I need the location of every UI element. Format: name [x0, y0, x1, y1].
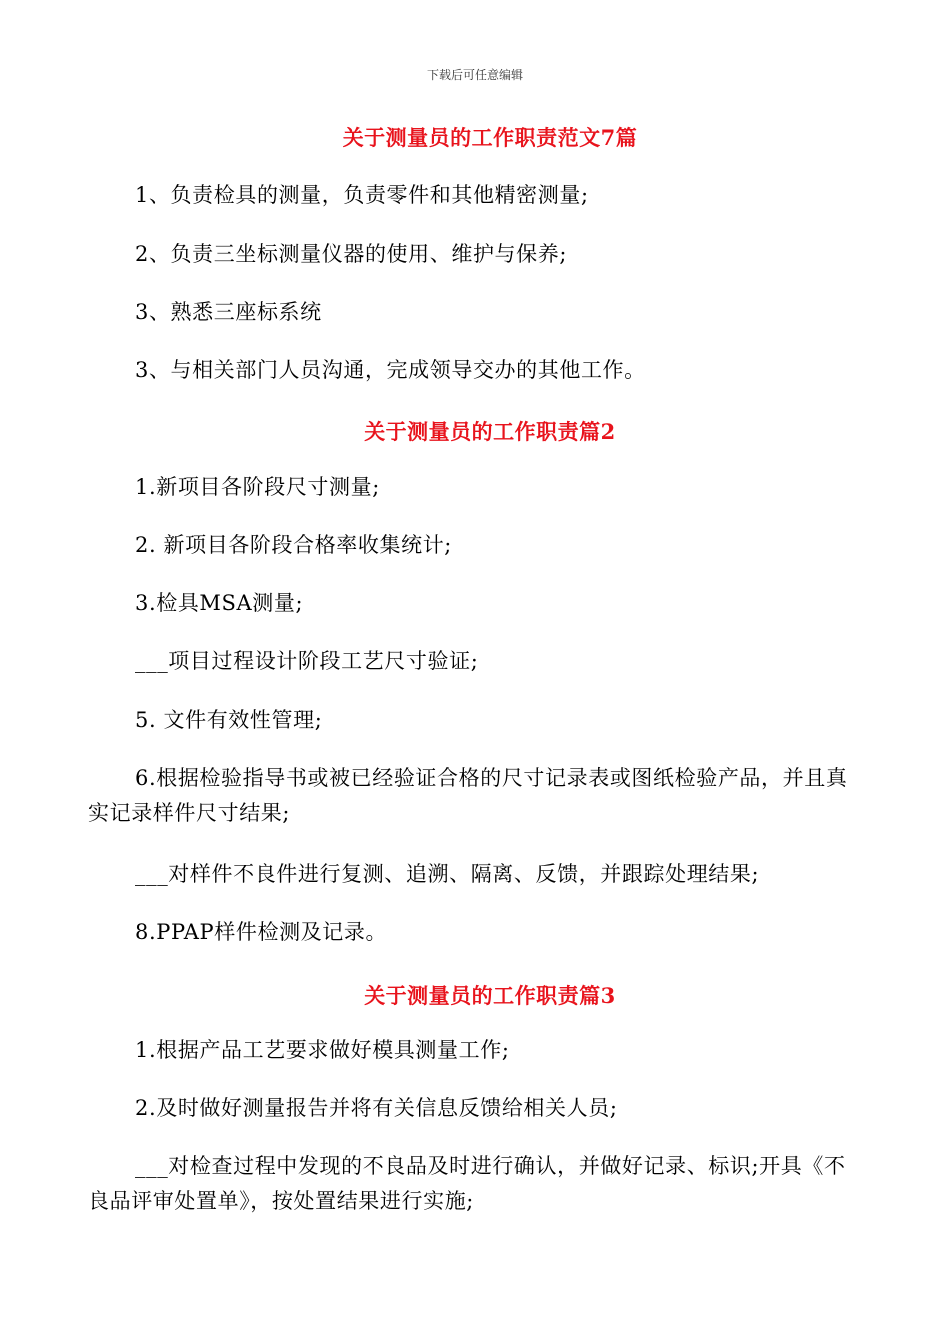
list-item: ___对检查过程中发现的不良品及时进行确认，并做好记录、标识;开具《不良品评审处置单》，按处置结果进行实施;: [88, 1154, 846, 1213]
section-heading-1: 关于测量员的工作职责范文7篇: [342, 125, 638, 150]
list-item: 1.根据产品工艺要求做好模具测量工作;: [135, 1038, 510, 1062]
list-item: 1、负责检具的测量，负责零件和其他精密测量;: [135, 183, 589, 207]
list-item: ___对样件不良件进行复测、追溯、隔离、反馈，并跟踪处理结果;: [135, 862, 760, 886]
list-item: 3、熟悉三座标系统: [135, 300, 322, 324]
section-heading-3: 关于测量员的工作职责篇3: [364, 983, 616, 1008]
list-item: 2.及时做好测量报告并将有关信息反馈给相关人员;: [135, 1096, 618, 1120]
list-item: 3.检具MSA测量;: [135, 591, 304, 615]
list-item: 1.新项目各阶段尺寸测量;: [135, 475, 380, 499]
list-item: 5. 文件有效性管理;: [135, 708, 323, 732]
list-item: 3、与相关部门人员沟通，完成领导交办的其他工作。: [135, 358, 646, 382]
list-item: 2. 新项目各阶段合格率收集统计;: [135, 533, 452, 557]
download-note: 下载后可任意编辑: [426, 68, 523, 82]
list-item: ___项目过程设计阶段工艺尺寸验证;: [135, 649, 479, 673]
section-heading-2: 关于测量员的工作职责篇2: [364, 419, 616, 444]
list-item: 8.PPAP样件检测及记录。: [135, 920, 388, 944]
list-item: 6.根据检验指导书或被已经验证合格的尺寸记录表或图纸检验产品，并且真实记录样件尺寸结果;: [88, 766, 848, 825]
list-item: 2、负责三坐标测量仪器的使用、维护与保养;: [135, 242, 568, 266]
